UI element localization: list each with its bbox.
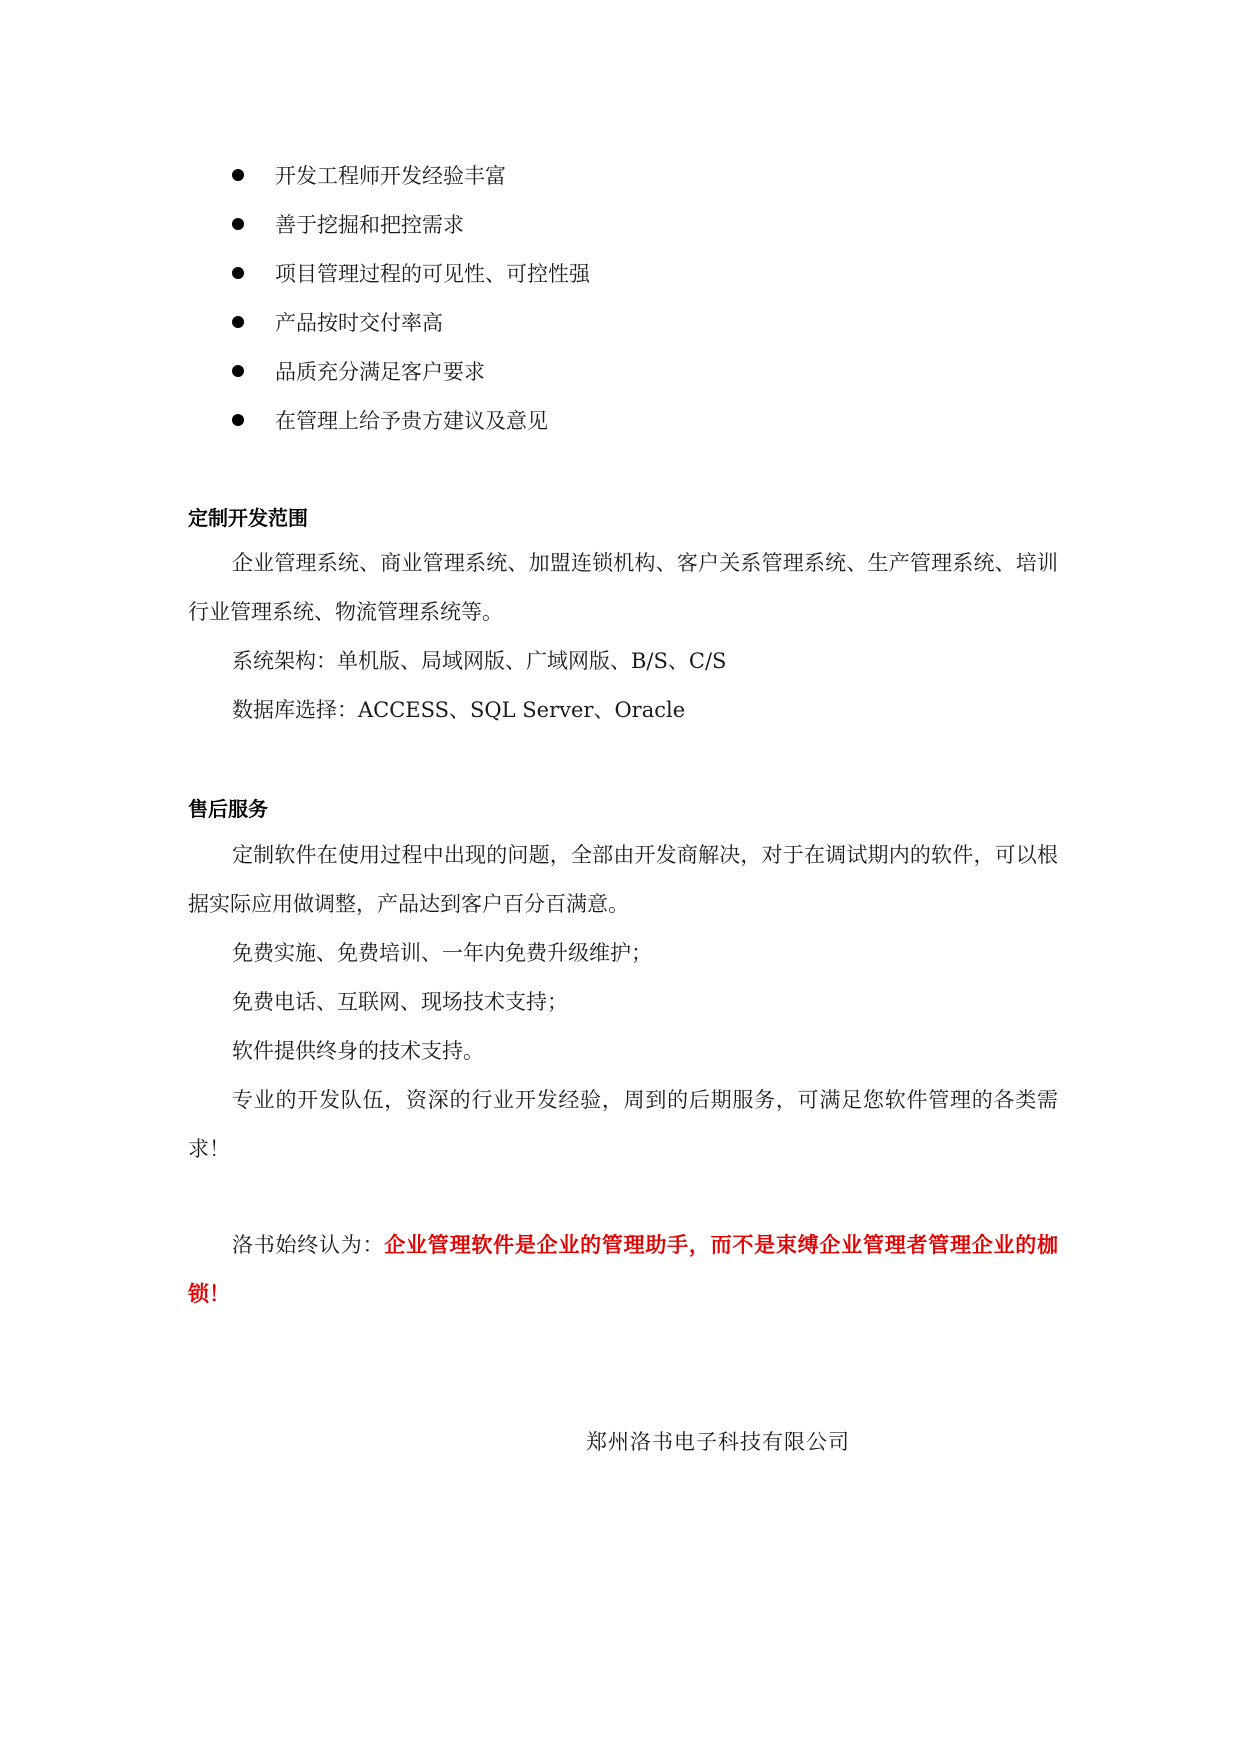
list-item (232, 150, 590, 199)
after-sales-item-paragraph: 免费实施、免费培训、一年内免费升级维护； (232, 941, 652, 965)
list-item-text: 善于挖掘和把控需求 (275, 212, 464, 237)
advantages-list (232, 150, 590, 444)
after-sales-summary-paragraph: 专业的开发队伍，资深的行业开发经验，周到的后期服务，可满足您软件管理的各类需求！ (188, 1088, 1058, 1161)
bullet-icon (232, 218, 244, 230)
scope-heading: 定制开发范围 (188, 506, 308, 530)
list-item-text: 开发工程师开发经验丰富 (275, 163, 506, 188)
company-signature: 郑州洛书电子科技有限公司 (586, 1430, 850, 1454)
after-sales-item-paragraph: 软件提供终身的技术支持。 (232, 1039, 484, 1063)
bullet-icon (232, 267, 244, 279)
belief-paragraph (188, 1221, 1058, 1319)
bullet-icon (232, 316, 244, 328)
list-item-text: 产品按时交付率高 (275, 310, 443, 335)
scope-architecture-paragraph: 系统架构：单机版、局域网版、广域网版、B/S、C/S (232, 649, 727, 673)
bullet-icon (232, 365, 244, 377)
list-item (232, 346, 590, 395)
belief-highlight: 企业管理软件是企业的管理助手，而不是束缚企业管理者管理企业的枷锁！ (188, 1233, 1058, 1306)
after-sales-item-paragraph: 免费电话、互联网、现场技术支持； (232, 990, 568, 1014)
belief-prefix: 洛书始终认为： (232, 1233, 385, 1257)
after-sales-intro-paragraph: 定制软件在使用过程中出现的问题，全部由开发商解决，对于在调试期内的软件，可以根据实际应用做调整，产品达到客户百分百满意。 (188, 843, 1058, 916)
scope-systems-paragraph: 企业管理系统、商业管理系统、加盟连锁机构、客户关系管理系统、生产管理系统、培训行业管理系统、物流管理系统等。 (188, 551, 1058, 624)
list-item (232, 395, 590, 444)
list-item-text: 在管理上给予贵方建议及意见 (275, 408, 548, 433)
list-item-text: 品质充分满足客户要求 (275, 359, 485, 384)
list-item (232, 297, 590, 346)
list-item (232, 199, 590, 248)
list-item-text: 项目管理过程的可见性、可控性强 (275, 261, 590, 286)
bullet-icon (232, 169, 244, 181)
list-item (232, 248, 590, 297)
after-sales-heading: 售后服务 (188, 797, 268, 821)
bullet-icon (232, 414, 244, 426)
scope-database-paragraph: 数据库选择：ACCESS、SQL Server、Oracle (232, 698, 686, 722)
